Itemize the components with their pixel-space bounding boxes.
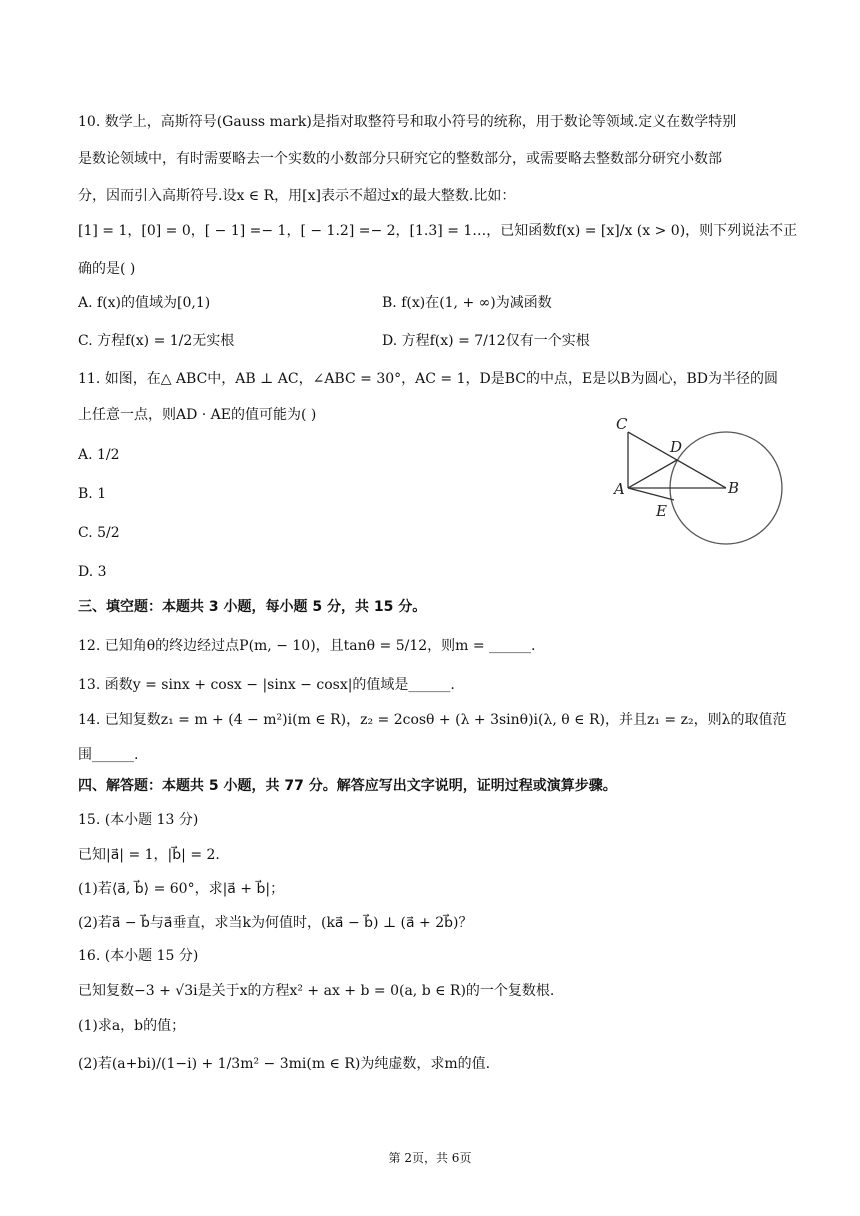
q10-option-d: D. 方程f(x) = 7/12仅有一个实根	[382, 333, 590, 349]
q10-line-1: 10. 数学上，高斯符号(Gauss mark)是指对取整符号和取小符号的统称，用于数论等领域.定义在数学特别	[78, 114, 737, 130]
page-number-footer: 第 2页，共 6页	[388, 1151, 472, 1165]
q10-line-3: 分，因而引入高斯符号.设x ∈ R，用[x]表示不超过x的最大整数.比如：	[78, 188, 516, 204]
q13-line: 13. 函数y = sinx + cosx − |sinx − cosx|的值域是______.	[78, 677, 455, 693]
q10-option-b: B. f(x)在(1, + ∞)为减函数	[382, 295, 552, 311]
label-e: E	[656, 502, 667, 520]
section-3-heading: 三、填空题：本题共 3 小题，每小题 5 分，共 15 分。	[78, 599, 427, 615]
triangle-circle-figure	[600, 410, 790, 555]
q16-title: 16. (本小题 15 分)	[78, 948, 199, 964]
q14-line-1: 14. 已知复数z₁ = m + (4 − m²)i(m ∈ R)，z₂ = 2cosθ + (λ + 3sinθ)i(λ, θ ∈ R)，并且z₁ = z₂，则λ的取值范	[78, 712, 787, 728]
q15-line-3: (2)若a⃗ − b⃗与a⃗垂直，求当k为何值时，(ka⃗ − b⃗) ⊥ (a⃗ + 2b⃗)？	[78, 915, 473, 931]
label-d: D	[670, 438, 683, 456]
q16-line-1: 已知复数−3 + √3i是关于x的方程x² + ax + b = 0(a, b ∈ R)的一个复数根.	[78, 983, 555, 999]
segment-ae	[628, 488, 674, 500]
q11-option-d: D. 3	[78, 564, 107, 580]
q11-line-2: 上任意一点，则AD · AE的值可能为( )	[78, 407, 317, 423]
q11-option-a: A. 1/2	[78, 447, 120, 463]
q12-line: 12. 已知角θ的终边经过点P(m, − 10)，且tanθ = 5/12，则m = ______.	[78, 638, 536, 654]
q15-title: 15. (本小题 13 分)	[78, 812, 199, 828]
q10-option-c: C. 方程f(x) = 1/2无实根	[78, 333, 235, 349]
label-c: C	[616, 415, 628, 433]
q10-line-4: [1] = 1，[0] = 0，[ − 1] =− 1，[ − 1.2] =− 2，[1.3] = 1…，已知函数f(x) = [x]/x (x > 0)，则下列说法不正	[78, 223, 798, 239]
q14-line-2: 围______.	[78, 747, 139, 763]
q16-line-2: (1)求a，b的值；	[78, 1018, 186, 1034]
q10-option-a: A. f(x)的值域为[0,1)	[78, 295, 211, 311]
label-a: A	[614, 480, 625, 498]
q15-line-1: 已知|a⃗| = 1，|b⃗| = 2.	[78, 847, 220, 863]
q11-option-c: C. 5/2	[78, 525, 120, 541]
q10-line-2: 是数论领域中，有时需要略去一个实数的小数部分只研究它的整数部分，或需要略去整数部分研究小数部	[78, 151, 722, 167]
q11-line-1: 11. 如图，在△ ABC中，AB ⊥ AC，∠ABC = 30°，AC = 1，D是BC的中点，E是以B为圆心，BD为半径的圆	[78, 371, 778, 387]
section-4-heading: 四、解答题：本题共 5 小题，共 77 分。解答应写出文字说明，证明过程或演算步骤。	[78, 778, 617, 794]
q11-option-b: B. 1	[78, 486, 107, 502]
label-b: B	[728, 479, 740, 497]
q10-line-5: 确的是( )	[78, 261, 136, 277]
q15-line-2: (1)若⟨a⃗, b⃗⟩ = 60°，求|a⃗ + b⃗|；	[78, 881, 285, 897]
q16-line-3: (2)若(a+bi)/(1−i) + 1/3m² − 3mi(m ∈ R)为纯虚数，求m的值.	[78, 1056, 491, 1072]
